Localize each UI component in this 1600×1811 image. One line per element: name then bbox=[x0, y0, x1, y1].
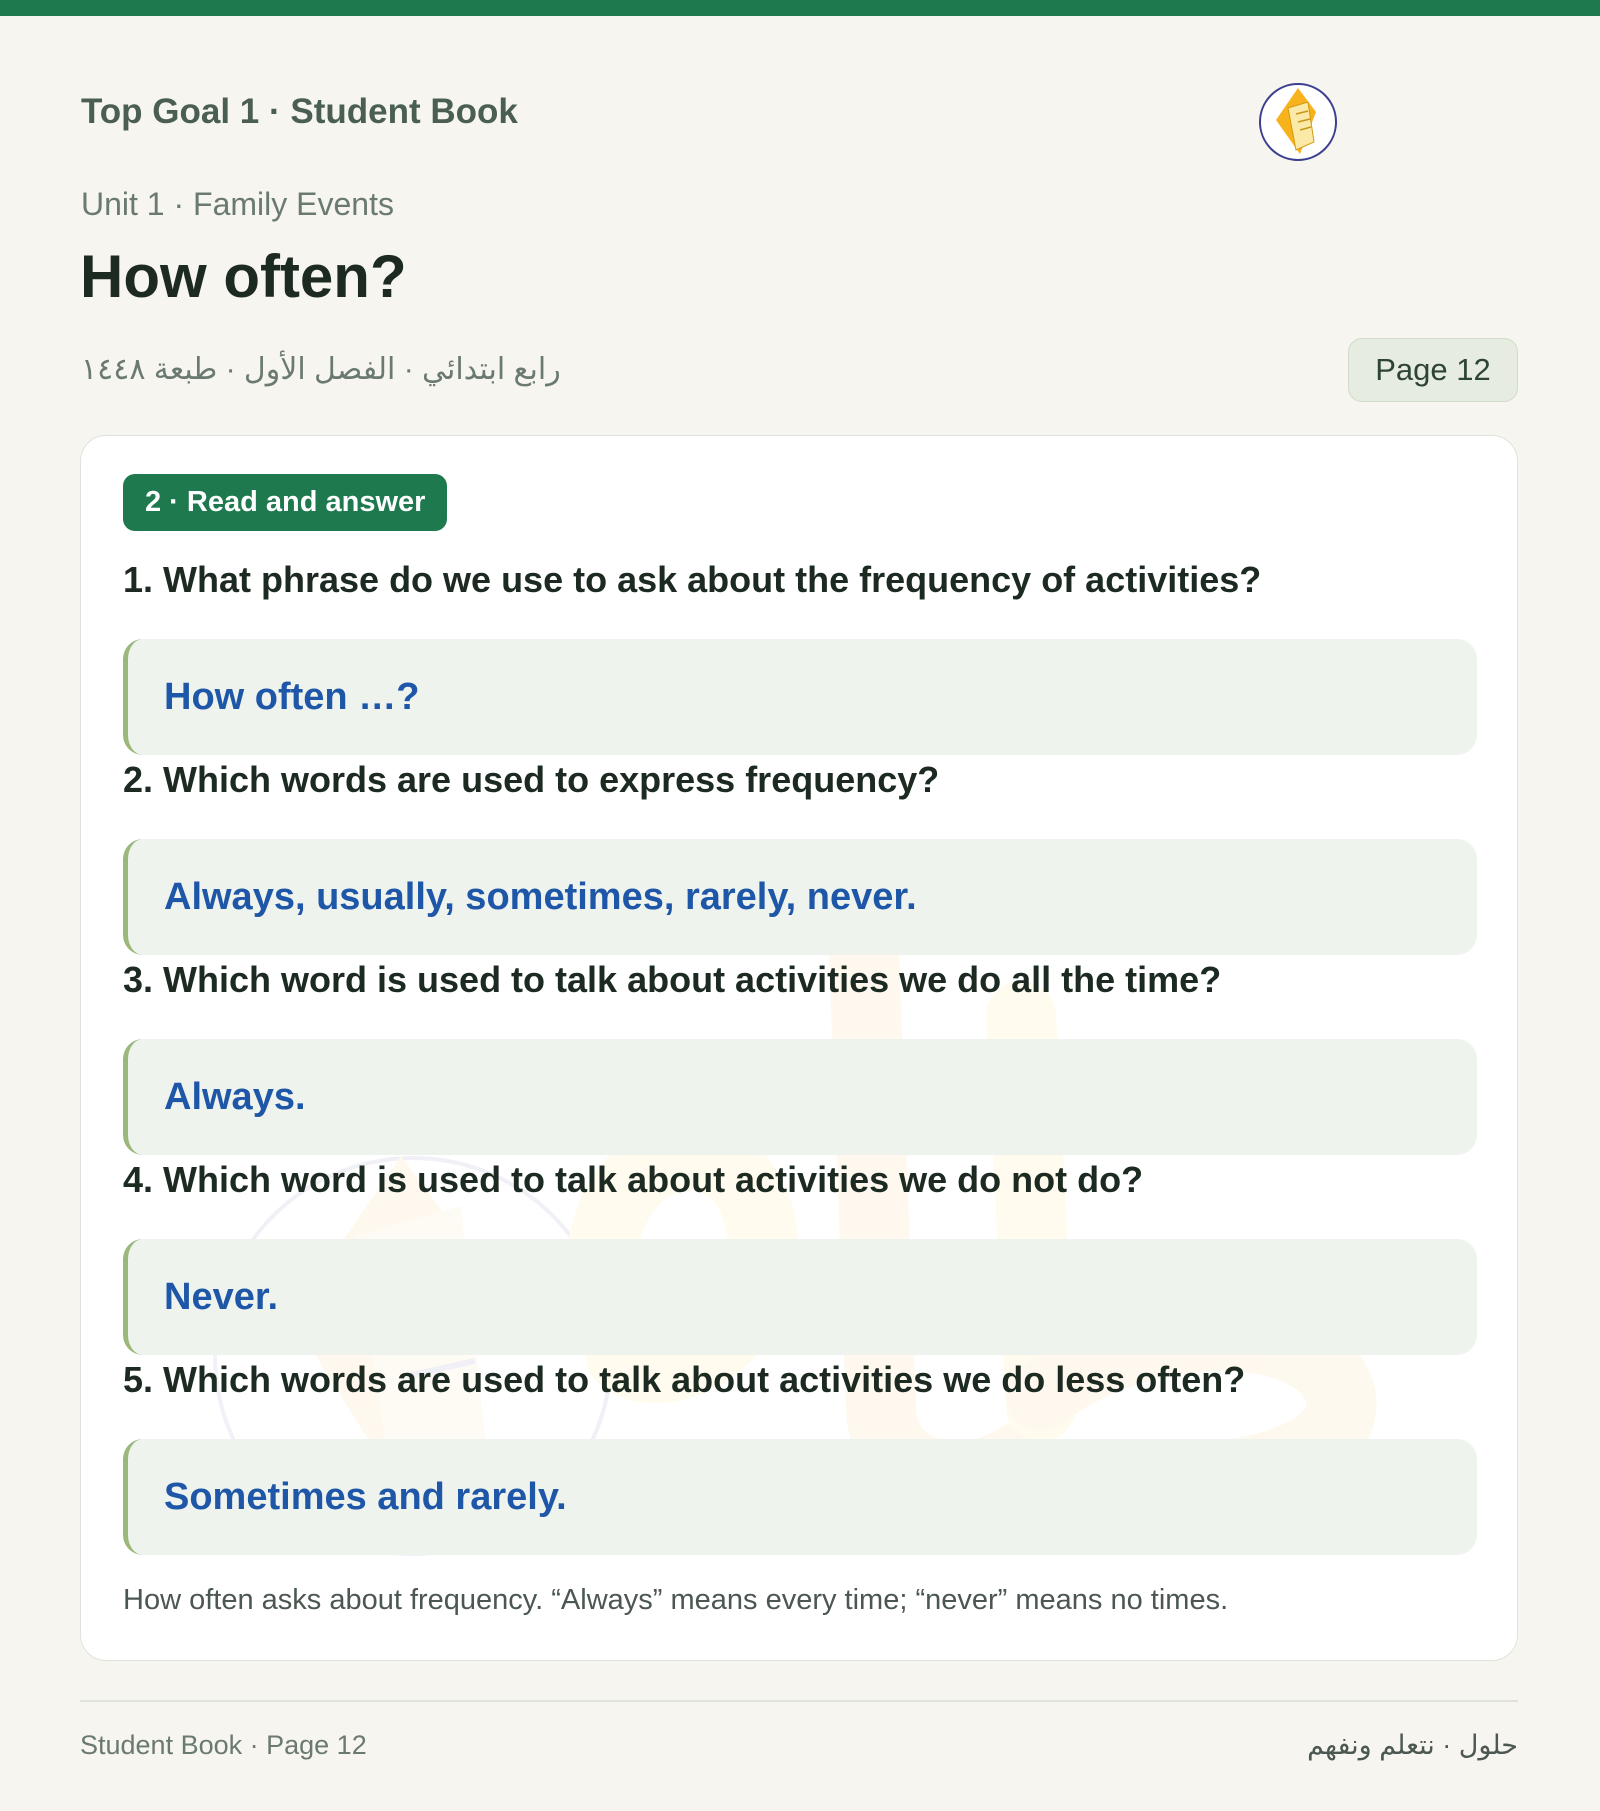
question-3: 3. Which word is used to talk about activities we do all the time? bbox=[123, 959, 1222, 1000]
answer-3: Always. bbox=[123, 1039, 1477, 1155]
section-label: 2 · Read and answer bbox=[123, 474, 447, 531]
answer-2: Always, usually, sometimes, rarely, never. bbox=[123, 839, 1477, 955]
question-2: 2. Which words are used to express frequency? bbox=[123, 759, 940, 800]
page-title: How often? bbox=[80, 243, 407, 310]
footer-divider bbox=[80, 1700, 1518, 1702]
explanation-note: How often asks about frequency. “Always” means every time; “never” means no times. bbox=[123, 1584, 1229, 1616]
question-5: 5. Which words are used to talk about activities we do less often? bbox=[123, 1359, 1246, 1400]
answer-4: Never. bbox=[123, 1239, 1477, 1355]
question-1: 1. What phrase do we use to ask about the frequency of activities? bbox=[123, 559, 1262, 600]
question-4: 4. Which word is used to talk about activities we do not do? bbox=[123, 1159, 1144, 1200]
page-number-badge: Page 12 bbox=[1348, 338, 1518, 402]
book-logo-icon bbox=[1258, 62, 1508, 172]
exercise-card bbox=[80, 435, 1518, 1661]
unit-line: Unit 1 · Family Events bbox=[81, 186, 394, 222]
top-accent-bar bbox=[0, 0, 1600, 16]
footer-page-info: Student Book · Page 12 bbox=[80, 1730, 367, 1760]
answer-1: How often …? bbox=[123, 639, 1477, 755]
answer-5: Sometimes and rarely. bbox=[123, 1439, 1477, 1555]
arabic-subtitle: رابع ابتدائي · الفصل الأول · طبعة ١٤٤٨ bbox=[81, 353, 561, 386]
book-title: Top Goal 1 · Student Book bbox=[81, 92, 518, 131]
footer-brand: حلول · نتعلم ونفهم bbox=[1307, 1730, 1518, 1760]
